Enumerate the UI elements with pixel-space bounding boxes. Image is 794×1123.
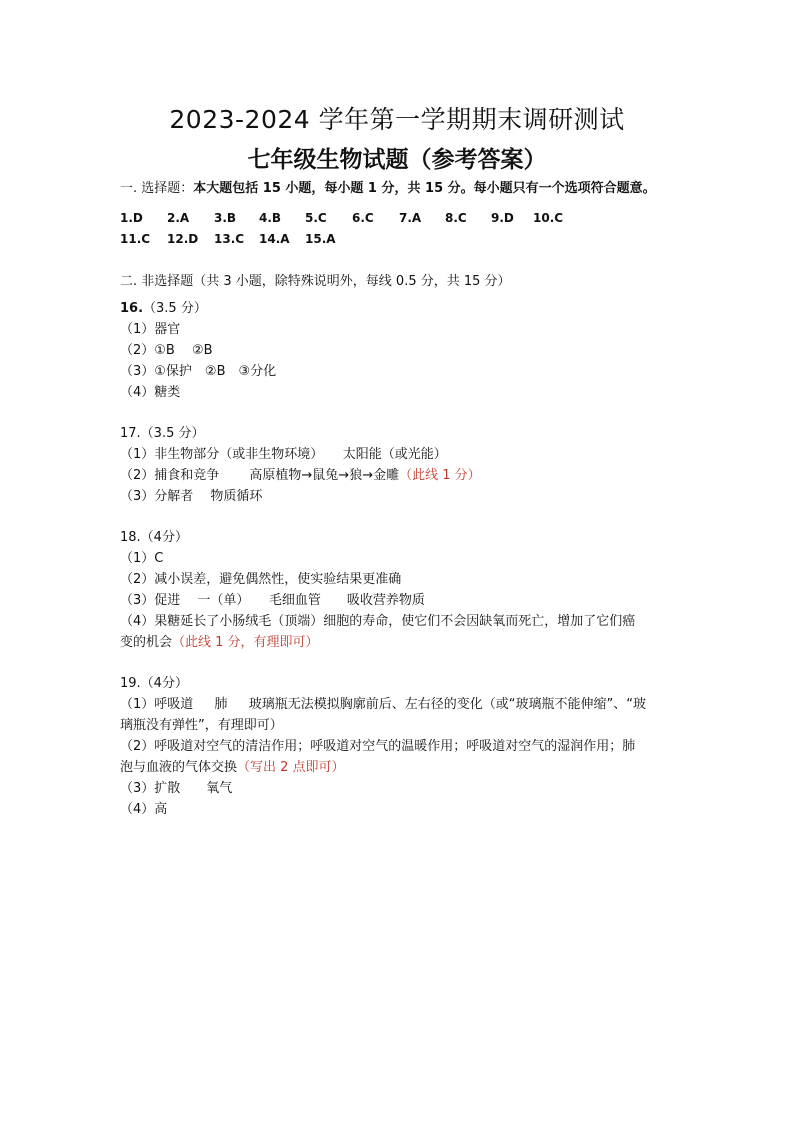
q18-answer-4-text: 变的机会 [120, 635, 173, 650]
q16-answer-3: （3）①保护 ②B ③分化 [120, 364, 277, 379]
q16-header [120, 300, 207, 318]
q19-answer-2-note: （写出 2 点即可） [237, 760, 345, 775]
section1-heading [120, 180, 656, 198]
answer-item: 15.A [305, 232, 336, 246]
q18-answer-4-line2 [120, 634, 319, 652]
q19-answer-4: （4）高 [120, 802, 168, 817]
answer-item: 11.C [120, 232, 151, 246]
q17-answer-3: （3）分解者 物质循环 [120, 489, 263, 504]
q19-answer-1-line2: 璃瓶没有弹性”，有理即可） [120, 718, 283, 733]
answer-item: 9.D [491, 211, 514, 225]
page-title: 2023-2024 学年第一学期期末调研测试 [169, 105, 625, 134]
q16-score: （3.5 分） [143, 301, 207, 316]
q18-header: 18.（4分） [120, 530, 188, 545]
answer-item: 1.D [120, 211, 143, 225]
answer-item: 8.C [445, 211, 467, 225]
answer-item: 14.A [259, 232, 290, 246]
section1-heading-prefix: 一. 选择题： [120, 181, 194, 196]
q17-answer-2-note: （此线 1 分） [399, 468, 481, 483]
q18-answer-3: （3）促进 一（单） 毛细血管 吸收营养物质 [120, 593, 425, 608]
answer-item: 4.B [259, 211, 282, 225]
q16-answer-2: （2）①B ②B [120, 343, 213, 358]
answer-item: 13.C [214, 232, 245, 246]
q19-answer-2-line2 [120, 759, 345, 777]
q18-answer-4-line1: （4）果糖延长了小肠绒毛（顶端）细胞的寿命，使它们不会因缺氧而死亡，增加了它们癌 [120, 614, 636, 629]
answer-item: 7.A [399, 211, 422, 225]
answer-item: 10.C [533, 211, 564, 225]
answer-item: 6.C [352, 211, 374, 225]
q19-answer-1-line1: （1）呼吸道 肺 玻璃瓶无法模拟胸廓前后、左右径的变化（或“玻璃瓶不能伸缩”、“玻 [120, 697, 647, 712]
q18-answer-2: （2）减小误差，避免偶然性，使实验结果更准确 [120, 572, 402, 587]
q16-answer-4: （4）糖类 [120, 385, 181, 400]
q17-answer-2-text: （2）捕食和竞争 高原植物→鼠兔→狼→金雕 [120, 468, 400, 483]
q18-answer-1: （1）C [120, 551, 164, 566]
q16-answer-1: （1）器官 [120, 322, 181, 337]
q19-answer-3: （3）扩散 氧气 [120, 781, 233, 796]
q18-answer-4-note: （此线 1 分，有理即可） [172, 635, 319, 650]
answer-item: 12.D [167, 232, 199, 246]
q19-header: 19.（4分） [120, 676, 188, 691]
q17-answer-2 [120, 467, 481, 485]
answer-item: 2.A [167, 211, 190, 225]
q17-header: 17.（3.5 分） [120, 426, 205, 441]
answer-item: 5.C [305, 211, 327, 225]
section1-heading-text: 本大题包括 15 小题，每小题 1 分，共 15 分。每小题只有一个选项符合题意。 [193, 181, 656, 196]
answer-item: 3.B [214, 211, 237, 225]
section2-heading: 二. 非选择题（共 3 小题，除特殊说明外，每线 0.5 分，共 15 分） [120, 274, 511, 289]
page-subtitle: 七年级生物试题（参考答案） [247, 147, 547, 173]
q19-answer-2-text: 泡与血液的气体交换 [120, 760, 238, 775]
q19-answer-2-line1: （2）呼吸道对空气的清洁作用；呼吸道对空气的温暖作用；呼吸道对空气的湿润作用；肺 [120, 739, 636, 754]
q17-answer-1: （1）非生物部分（或非生物环境） 太阳能（或光能） [120, 447, 447, 462]
q16-number: 16. [120, 301, 144, 316]
